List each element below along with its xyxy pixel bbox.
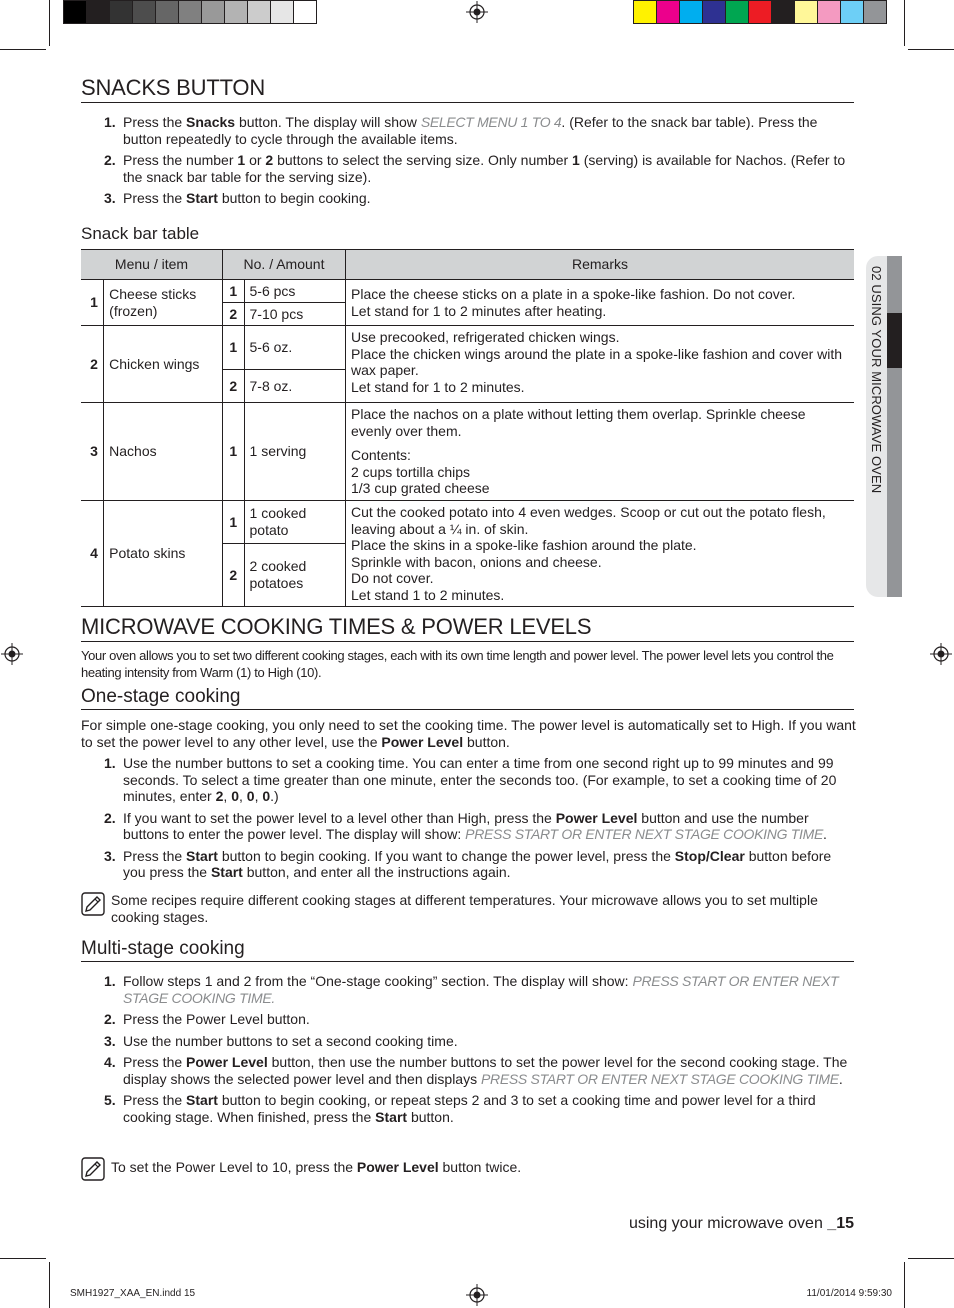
contents-list xyxy=(351,464,849,497)
slug-date: 11/01/2014 9:59:30 xyxy=(806,1288,892,1299)
step-number: 3. xyxy=(104,847,116,864)
text-run: Press the xyxy=(123,190,187,206)
process-color-bar xyxy=(633,0,887,24)
text-run: To set the Power Level to 10, press the xyxy=(111,1159,357,1175)
remarks xyxy=(346,280,855,326)
step-item xyxy=(81,755,856,805)
snacks-steps xyxy=(81,114,856,212)
text-line: Let stand for 1 to 2 minutes after heating. xyxy=(351,302,607,319)
step-number: 4. xyxy=(104,1054,116,1070)
text-line: Cut the cooked potato into 4 even wedges. Scoop or cut out the potato flesh, leaving about a ¼ in. of skin. xyxy=(351,504,826,537)
gray-color-bar xyxy=(63,0,317,24)
text-run: . xyxy=(823,826,827,842)
text-run: button twice. xyxy=(438,1159,522,1175)
row-index: 3 xyxy=(81,403,104,501)
text-line: Place the cheese sticks on a plate in a spoke-like fashion. Do not cover. xyxy=(351,286,796,302)
page-number: _15 xyxy=(827,1215,854,1232)
crop-mark xyxy=(49,0,50,46)
crop-mark xyxy=(0,49,46,50)
text-run: button to begin cooking, or repeat steps 2 and 3 to set a cooking time and power level for a third cooking stage. When finished, press the xyxy=(123,1092,816,1125)
microwave-intro: Your oven allows you to set two different cooking stages, each with its own time length and power level. The power level lets you control the heating intensity from Warm (1) to High (10). xyxy=(81,648,834,680)
text-line: Use precooked, refrigerated chicken wings. xyxy=(351,329,620,345)
footer-text: using your microwave oven xyxy=(628,1215,823,1232)
chapter-tab-marker xyxy=(887,313,902,368)
text-run: button to begin cooking. xyxy=(217,190,371,206)
note-pencil-icon xyxy=(81,892,105,916)
text-run: Press the xyxy=(123,1054,187,1070)
remarks-text xyxy=(351,406,849,439)
step-number: 5. xyxy=(104,1092,116,1108)
registration-mark-icon xyxy=(1,643,23,665)
text-run: button. The display will show xyxy=(235,114,421,130)
text-run: Press the xyxy=(123,1092,187,1108)
bold-term: Start xyxy=(186,847,218,864)
text-run: button and use the number buttons to enter the power level. The display will show: xyxy=(123,809,809,842)
snack-table-header-row xyxy=(81,250,854,280)
color-swatch xyxy=(133,0,156,24)
step-number: 2. xyxy=(104,1011,116,1027)
color-swatch xyxy=(179,0,202,24)
bold-term: Power Level xyxy=(381,733,464,750)
color-swatch xyxy=(749,0,772,24)
color-swatch xyxy=(202,0,225,24)
text-run: Press the xyxy=(123,114,187,130)
bold-term: Start xyxy=(186,190,218,206)
bold-term: Stop/Clear xyxy=(674,847,745,864)
color-swatch xyxy=(657,0,680,24)
color-swatch xyxy=(864,0,887,24)
amount-number: 1 xyxy=(223,501,245,544)
step-number: 3. xyxy=(104,1032,116,1049)
bold-term: 0 xyxy=(246,788,255,804)
text-run: Press the Power Level button. xyxy=(123,1011,310,1027)
amount-value: 5-6 oz. xyxy=(244,326,345,370)
bold-term: 0 xyxy=(231,788,239,804)
text-run: , xyxy=(254,788,263,804)
table-row xyxy=(81,326,854,370)
step-item xyxy=(81,1092,856,1125)
bold-term: Power Level xyxy=(356,1159,439,1175)
text-run: button before you press the xyxy=(123,847,832,880)
text-run: , xyxy=(223,788,232,804)
text-run: button to begin cooking. If you want to change the power level, press the xyxy=(217,847,675,864)
text-line: Do not cover. xyxy=(351,570,434,586)
text-run: For simple one-stage cooking, you only need to set the cooking time. The power level is automatically set to High. If you want to set the power level to any other level, use the xyxy=(81,717,856,750)
bold-term: Power Level xyxy=(186,1054,268,1070)
amount-value: 5-6 pcs xyxy=(244,280,345,303)
text-run: button. xyxy=(407,1108,454,1125)
color-swatch xyxy=(271,0,294,24)
table-row xyxy=(81,403,854,501)
text-run: button, then use the number buttons to set the power level for the second cooking stage. The display shows the selected power level and then displays xyxy=(123,1054,848,1087)
color-swatch xyxy=(110,0,133,24)
row-index: 4 xyxy=(81,501,104,607)
color-swatch xyxy=(772,0,795,24)
note-pencil-icon xyxy=(81,1157,105,1181)
remarks xyxy=(346,501,855,607)
text-run: or xyxy=(245,152,266,168)
color-swatch xyxy=(726,0,749,24)
bold-term: Start xyxy=(375,1108,408,1125)
page-footer xyxy=(629,1216,854,1233)
table-row xyxy=(81,501,854,544)
text-run: Press the xyxy=(123,847,187,864)
note-text: Some recipes require different cooking stages at different temperatures. Your microwave allows you to set multiple cooking stages. xyxy=(111,892,818,925)
amount-value: 2 cooked potatoes xyxy=(244,543,345,606)
text-line: Place the skins in a spoke-like fashion around the plate. xyxy=(351,537,697,553)
color-swatch xyxy=(225,0,248,24)
multi-stage-title: Multi-stage cooking xyxy=(81,938,854,962)
crop-mark xyxy=(908,49,954,50)
step-item xyxy=(81,1033,856,1050)
row-index: 2 xyxy=(81,326,104,403)
text-line: Let stand for 1 to 2 minutes. xyxy=(351,378,525,395)
amount-value: 1 serving xyxy=(244,403,345,501)
registration-mark-icon xyxy=(930,643,952,665)
color-swatch xyxy=(87,0,110,24)
text-run: Follow steps 1 and 2 from the “One-stage cooking” section. The display will show: xyxy=(123,973,633,989)
one-stage-intro xyxy=(81,717,856,750)
text-run: Use the number buttons to set a cooking time. You can enter a time from one second right up to 99 minutes and 99 seconds. To select a time greater than one minute, enter the seconds too. (For example, to set a cooking time of 20 minutes, enter xyxy=(123,755,837,804)
amount-value: 1 cooked potato xyxy=(244,501,345,544)
crop-mark xyxy=(904,0,905,46)
crop-mark xyxy=(908,1258,954,1259)
color-swatch xyxy=(818,0,841,24)
registration-mark-icon xyxy=(466,1284,488,1306)
contents-label: Contents: xyxy=(351,447,411,463)
menu-item: Nachos xyxy=(104,403,223,501)
color-swatch xyxy=(795,0,818,24)
bold-term: Power Level xyxy=(555,809,638,826)
text-run: (serving) is available for Nachos. (Refer to the snack bar table for the serving size). xyxy=(123,152,846,185)
text-line: Place the chicken wings around the plate in a spoke-like fashion and cover with wax paper. xyxy=(351,345,843,378)
chapter-tab-bar xyxy=(887,256,902,597)
text-run: button. xyxy=(463,733,510,750)
text-run: If you want to set the power level to a level other than High, press the xyxy=(123,809,556,826)
color-swatch xyxy=(841,0,864,24)
bold-term: 1 xyxy=(237,152,246,168)
text-run: button, and enter all the instructions again. xyxy=(242,864,511,880)
color-swatch xyxy=(248,0,271,24)
crop-mark xyxy=(904,1262,905,1308)
step-item xyxy=(81,973,856,1006)
header-remarks: Remarks xyxy=(346,250,855,280)
one-stage-title: One-stage cooking xyxy=(81,686,854,710)
chapter-tab-label: 02 USING YOUR MICROWAVE OVEN xyxy=(869,266,884,494)
display-message: PRESS START OR ENTER NEXT STAGE COOKING TIME. xyxy=(123,973,839,1006)
header-menu-item: Menu / item xyxy=(81,250,223,280)
color-swatch xyxy=(680,0,703,24)
color-swatch xyxy=(156,0,179,24)
color-swatch xyxy=(703,0,726,24)
bold-term: 2 xyxy=(265,152,274,168)
text-run: buttons to select the serving size. Only number xyxy=(273,152,573,168)
text-line: 1/3 cup grated cheese xyxy=(351,480,490,496)
display-message: PRESS START OR ENTER NEXT STAGE COOKING TIME xyxy=(480,1070,839,1087)
amount-value: 7-8 oz. xyxy=(244,370,345,403)
color-swatch xyxy=(294,0,317,24)
bold-term: 1 xyxy=(572,152,580,168)
text-run: Press the number xyxy=(123,152,238,168)
amount-value: 7-10 pcs xyxy=(244,303,345,326)
snack-bar-table xyxy=(81,249,854,607)
registration-mark-icon xyxy=(466,1,488,23)
step-item xyxy=(81,810,856,843)
menu-item: Chicken wings xyxy=(104,326,223,403)
multi-stage-steps xyxy=(81,973,856,1130)
crop-mark xyxy=(49,1262,50,1308)
bold-term: Snacks xyxy=(186,114,236,130)
row-index: 1 xyxy=(81,280,104,326)
amount-number: 2 xyxy=(223,370,245,403)
menu-item: Potato skins xyxy=(104,501,223,607)
step-number: 2. xyxy=(104,152,116,168)
step-item xyxy=(81,152,856,185)
color-swatch xyxy=(63,0,87,24)
remarks xyxy=(346,326,855,403)
step-number: 1. xyxy=(104,114,116,130)
step-number: 2. xyxy=(104,809,116,826)
text-line: Place the nachos on a plate without letting them overlap. Sprinkle cheese evenly over them. xyxy=(351,406,806,439)
step-number: 1. xyxy=(104,973,116,989)
bold-term: 2 xyxy=(215,788,224,804)
text-line: 2 cups tortilla chips xyxy=(351,463,471,480)
text-run: , xyxy=(238,788,247,804)
snacks-section-title: SNACKS BUTTON xyxy=(81,76,854,103)
bold-term: 0 xyxy=(262,788,271,804)
amount-number: 1 xyxy=(223,280,245,303)
note-text xyxy=(111,1159,856,1176)
header-amount: No. / Amount xyxy=(223,250,346,280)
display-message: PRESS START OR ENTER NEXT STAGE COOKING TIME xyxy=(465,826,824,842)
text-run: Use the number buttons to set a second cooking time. xyxy=(123,1032,458,1049)
step-number: 1. xyxy=(104,755,116,771)
text-line: Let stand 1 to 2 minutes. xyxy=(351,586,505,603)
amount-number: 2 xyxy=(223,303,245,326)
remarks xyxy=(346,403,855,501)
snack-table-title: Snack bar table xyxy=(81,224,200,243)
crop-mark xyxy=(0,1258,46,1259)
text-run: .) xyxy=(270,788,279,804)
text-line: Sprinkle with bacon, onions and cheese. xyxy=(351,553,602,570)
display-message: SELECT MENU 1 TO 4 xyxy=(420,114,562,130)
step-item xyxy=(81,848,856,881)
one-stage-steps xyxy=(81,755,856,886)
amount-number: 1 xyxy=(223,326,245,370)
bold-term: Start xyxy=(210,864,243,880)
microwave-section-title: MICROWAVE COOKING TIMES & POWER LEVELS xyxy=(81,615,854,642)
text-run: . (Refer to the snack bar table). Press the button repeatedly to cycle through the available items. xyxy=(123,114,818,147)
step-item xyxy=(81,1054,856,1087)
slug-file: SMH1927_XAA_EN.indd 15 xyxy=(70,1288,196,1299)
amount-number: 2 xyxy=(223,543,245,606)
step-item xyxy=(81,190,856,207)
step-item xyxy=(81,1011,856,1028)
step-item xyxy=(81,114,856,147)
color-swatch xyxy=(633,0,657,24)
step-number: 3. xyxy=(104,190,116,206)
bold-term: Start xyxy=(186,1092,218,1108)
amount-number: 1 xyxy=(223,403,245,501)
text-run: . xyxy=(838,1070,843,1087)
menu-item: Cheese sticks (frozen) xyxy=(104,280,223,326)
table-row xyxy=(81,280,854,303)
